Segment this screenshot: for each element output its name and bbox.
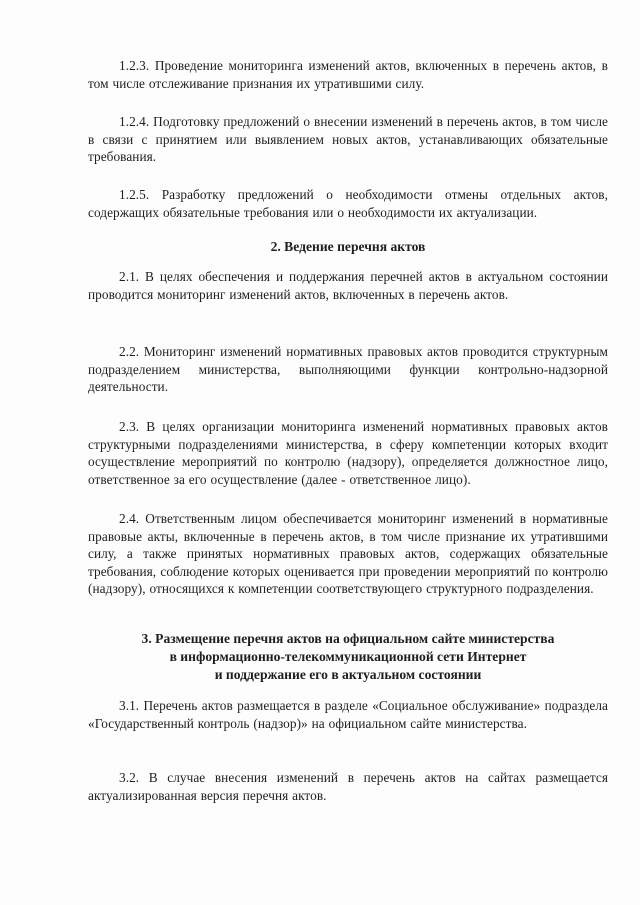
- paragraph-3-1: 3.1. Перечень актов размещается в разделе «Социальное обслуживание» подраздела «Государственный контроль (надзор)» на официальном сайте министерства.: [88, 698, 608, 731]
- section-3-heading-line-2: в информационно-телекоммуникационной сети Интернет: [169, 649, 527, 664]
- paragraph-3-2: 3.2. В случае внесения изменений в перечень актов на сайтах размещается актуализированная версия перечня актов.: [88, 770, 608, 803]
- paragraph-2-1: 2.1. В целях обеспечения и поддержания перечней актов в актуальном состоянии проводится мониторинг изменений актов, включенных в перечень актов.: [88, 269, 608, 302]
- paragraph-1-2-5: 1.2.5. Разработку предложений о необходимости отмены отдельных актов, содержащих обязательные требования или о необходимости их актуализации.: [88, 187, 608, 220]
- section-3-heading-line-1: 3. Размещение перечня актов на официальном сайте министерства: [141, 631, 555, 646]
- section-3-heading: [88, 630, 608, 684]
- section-3-heading-line-3: и поддержание его в актуальном состоянии: [214, 667, 482, 682]
- paragraph-2-3: 2.3. В целях организации мониторинга изменений нормативных правовых актов структурными подразделениями министерства, в сферу компетенции которых входит осуществление мероприятий по контролю (надзору), определяется должностное лицо, ответственное за его осуществление (далее - ответственное лицо).: [88, 419, 608, 487]
- paragraph-1-2-3: 1.2.3. Проведение мониторинга изменений актов, включенных в перечень актов, в том числе отслеживание признания их утратившими силу.: [88, 58, 608, 91]
- paragraph-1-2-4: 1.2.4. Подготовку предложений о внесении изменений в перечень актов, в том числе в связи с принятием или выявлением новых актов, устанавливающих обязательные требования.: [88, 114, 608, 165]
- paragraph-2-4: 2.4. Ответственным лицом обеспечивается мониторинг изменений в нормативные правовые акты, включенные в перечень актов, в том числе признание их утратившими силу, а также принятых нормативных правовых актов, содержащих обязательные требования, соблюдение которых оценивается при проведении мероприятий по контролю (надзору), относящихся к компетенции соответствующего структурного подразделения.: [88, 511, 608, 597]
- paragraph-2-2: 2.2. Мониторинг изменений нормативных правовых актов проводится структурным подразделением министерства, выполняющими функции контрольно-надзорной деятельности.: [88, 344, 608, 395]
- section-2-heading: 2. Ведение перечня актов: [270, 239, 426, 254]
